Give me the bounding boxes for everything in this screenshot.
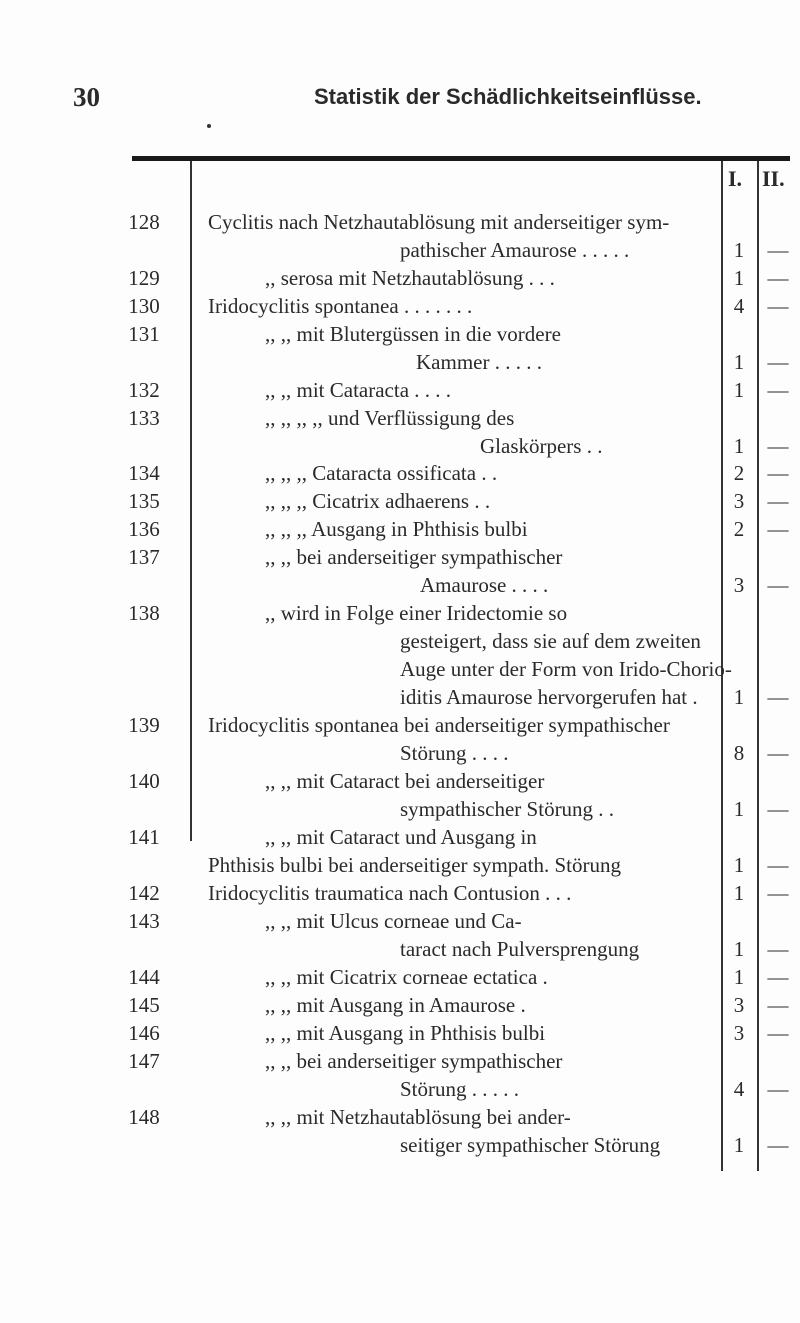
case-description-line: ,, ,, ,, Ausgang in Phthisis bulbi bbox=[265, 517, 528, 541]
case-number: 142 bbox=[128, 881, 160, 905]
count-column-ii: — bbox=[767, 573, 789, 597]
count-column-i: 1 bbox=[733, 685, 745, 709]
count-column-i: 1 bbox=[733, 881, 745, 905]
case-description-line: seitiger sympathischer Störung bbox=[400, 1133, 661, 1157]
count-column-ii: — bbox=[767, 1133, 789, 1157]
count-column-i: 1 bbox=[733, 238, 745, 262]
count-column-i: 3 bbox=[733, 573, 745, 597]
case-description-line: Störung . . . . bbox=[400, 741, 509, 765]
count-column-i: 4 bbox=[733, 1077, 745, 1101]
count-column-ii: — bbox=[767, 881, 789, 905]
count-column-ii: — bbox=[767, 965, 789, 989]
case-description-line: ,, ,, mit Cataract und Ausgang in bbox=[265, 825, 537, 849]
case-description-line: ,, serosa mit Netzhautablösung . . . bbox=[265, 266, 555, 290]
count-column-ii: — bbox=[767, 1077, 789, 1101]
case-number: 134 bbox=[128, 461, 160, 485]
case-description-line: Störung . . . . . bbox=[400, 1077, 520, 1101]
case-number: 144 bbox=[128, 965, 160, 989]
column-header-ii: II. bbox=[762, 166, 785, 191]
case-description-line: ,, ,, bei anderseitiger sympathischer bbox=[265, 1049, 563, 1073]
case-number: 129 bbox=[128, 266, 160, 290]
count-column-i: 1 bbox=[733, 266, 745, 290]
count-column-ii: — bbox=[767, 238, 789, 262]
count-column-i: 1 bbox=[733, 378, 745, 402]
count-column-ii: — bbox=[767, 461, 789, 485]
case-description-line: ,, ,, bei anderseitiger sympathischer bbox=[265, 545, 563, 569]
case-number: 145 bbox=[128, 993, 160, 1017]
count-column-ii: — bbox=[767, 1021, 789, 1045]
case-number: 140 bbox=[128, 769, 160, 793]
count-column-ii: — bbox=[767, 489, 789, 513]
count-column-ii: — bbox=[767, 266, 789, 290]
count-column-i: 1 bbox=[733, 937, 745, 961]
case-description-line: Auge unter der Form von Irido-Chorio- bbox=[400, 657, 732, 681]
case-description-line: ,, ,, mit Cataracta . . . . bbox=[265, 378, 452, 402]
case-number: 143 bbox=[128, 909, 160, 933]
case-description-line: Amaurose . . . . bbox=[420, 573, 549, 597]
case-number: 138 bbox=[128, 601, 160, 625]
count-column-ii: — bbox=[767, 294, 789, 318]
case-description-line: ,, ,, ,, Cicatrix adhaerens . . bbox=[265, 489, 491, 513]
case-description-line: ,, ,, mit Cataract bei anderseitiger bbox=[265, 769, 545, 793]
count-column-i: 3 bbox=[733, 993, 745, 1017]
case-description-line: ,, ,, ,, Cataracta ossificata . . bbox=[265, 461, 498, 485]
running-head: Statistik der Schädlichkeitseinflüsse. bbox=[314, 84, 702, 109]
case-number: 146 bbox=[128, 1021, 160, 1045]
count-column-ii: — bbox=[767, 434, 789, 458]
count-column-i: 1 bbox=[733, 965, 745, 989]
count-column-i: 3 bbox=[733, 489, 745, 513]
count-column-i: 2 bbox=[733, 517, 745, 541]
case-description-line: Phthisis bulbi bei anderseitiger sympath. Störung bbox=[208, 853, 621, 877]
count-column-ii: — bbox=[767, 350, 789, 374]
case-number: 130 bbox=[128, 294, 160, 318]
case-description-line: taract nach Pulversprengung bbox=[400, 937, 640, 961]
number-column-divider bbox=[190, 161, 192, 841]
column-header-i: I. bbox=[728, 166, 743, 191]
count-column-i: 1 bbox=[733, 797, 745, 821]
table-top-rule bbox=[132, 156, 790, 161]
count-column-ii: — bbox=[767, 993, 789, 1017]
case-description-line: ,, ,, mit Blutergüssen in die vordere bbox=[265, 322, 561, 346]
case-number: 137 bbox=[128, 545, 160, 569]
case-number: 133 bbox=[128, 406, 160, 430]
count-column-i: 2 bbox=[733, 461, 745, 485]
count-column-i: 8 bbox=[733, 741, 745, 765]
ink-dot bbox=[207, 124, 211, 128]
count-column-i: 1 bbox=[733, 853, 745, 877]
case-number: 136 bbox=[128, 517, 160, 541]
count-column-i: 1 bbox=[733, 350, 745, 374]
count-column-ii: — bbox=[767, 685, 789, 709]
case-description-line: Kammer . . . . . bbox=[416, 350, 542, 374]
case-number: 132 bbox=[128, 378, 160, 402]
case-number: 141 bbox=[128, 825, 160, 849]
count-column-i: 3 bbox=[733, 1021, 745, 1045]
case-description-line: ,, wird in Folge einer Iridectomie so bbox=[265, 601, 568, 625]
count-column-i: 1 bbox=[733, 434, 745, 458]
case-description-line: ,, ,, mit Ausgang in Amaurose . bbox=[265, 993, 526, 1017]
case-number: 147 bbox=[128, 1049, 160, 1073]
case-description-line: Cyclitis nach Netzhautablösung mit anderseitiger sym- bbox=[208, 210, 670, 234]
case-description-line: Iridocyclitis spontanea bei anderseitiger sympathischer bbox=[208, 713, 670, 737]
count-column-ii: — bbox=[767, 797, 789, 821]
case-number: 148 bbox=[128, 1105, 160, 1129]
case-number: 131 bbox=[128, 322, 160, 346]
page-number: 30 bbox=[73, 82, 100, 112]
case-number: 139 bbox=[128, 713, 160, 737]
case-number: 135 bbox=[128, 489, 160, 513]
case-description-line: ,, ,, ,, ,, und Verflüssigung des bbox=[265, 406, 515, 430]
case-description-line: gesteigert, dass sie auf dem zweiten bbox=[400, 629, 701, 653]
case-description-line: Iridocyclitis traumatica nach Contusion . . . bbox=[208, 881, 572, 905]
count-column-ii: — bbox=[767, 937, 789, 961]
case-description-line: pathischer Amaurose . . . . . bbox=[400, 238, 630, 262]
case-description-line: ,, ,, mit Ausgang in Phthisis bulbi bbox=[265, 1021, 546, 1045]
count-column-ii: — bbox=[767, 741, 789, 765]
case-number: 128 bbox=[128, 210, 160, 234]
case-description-line: sympathischer Störung . . bbox=[400, 797, 615, 821]
count-column-ii: — bbox=[767, 517, 789, 541]
case-description-line: Iridocyclitis spontanea . . . . . . . bbox=[208, 294, 473, 318]
count-column-i: 4 bbox=[733, 294, 745, 318]
case-description-line: Glaskörpers . . bbox=[480, 434, 603, 458]
case-description-line: ,, ,, mit Netzhautablösung bei ander- bbox=[265, 1105, 571, 1129]
case-description-line: iditis Amaurose hervorgerufen hat . bbox=[400, 685, 698, 709]
count-column-ii: — bbox=[767, 853, 789, 877]
case-description-line: ,, ,, mit Cicatrix corneae ectatica . bbox=[265, 965, 548, 989]
count-column-ii: — bbox=[767, 378, 789, 402]
case-description-line: ,, ,, mit Ulcus corneae und Ca- bbox=[265, 909, 522, 933]
count-column-i: 1 bbox=[733, 1133, 745, 1157]
